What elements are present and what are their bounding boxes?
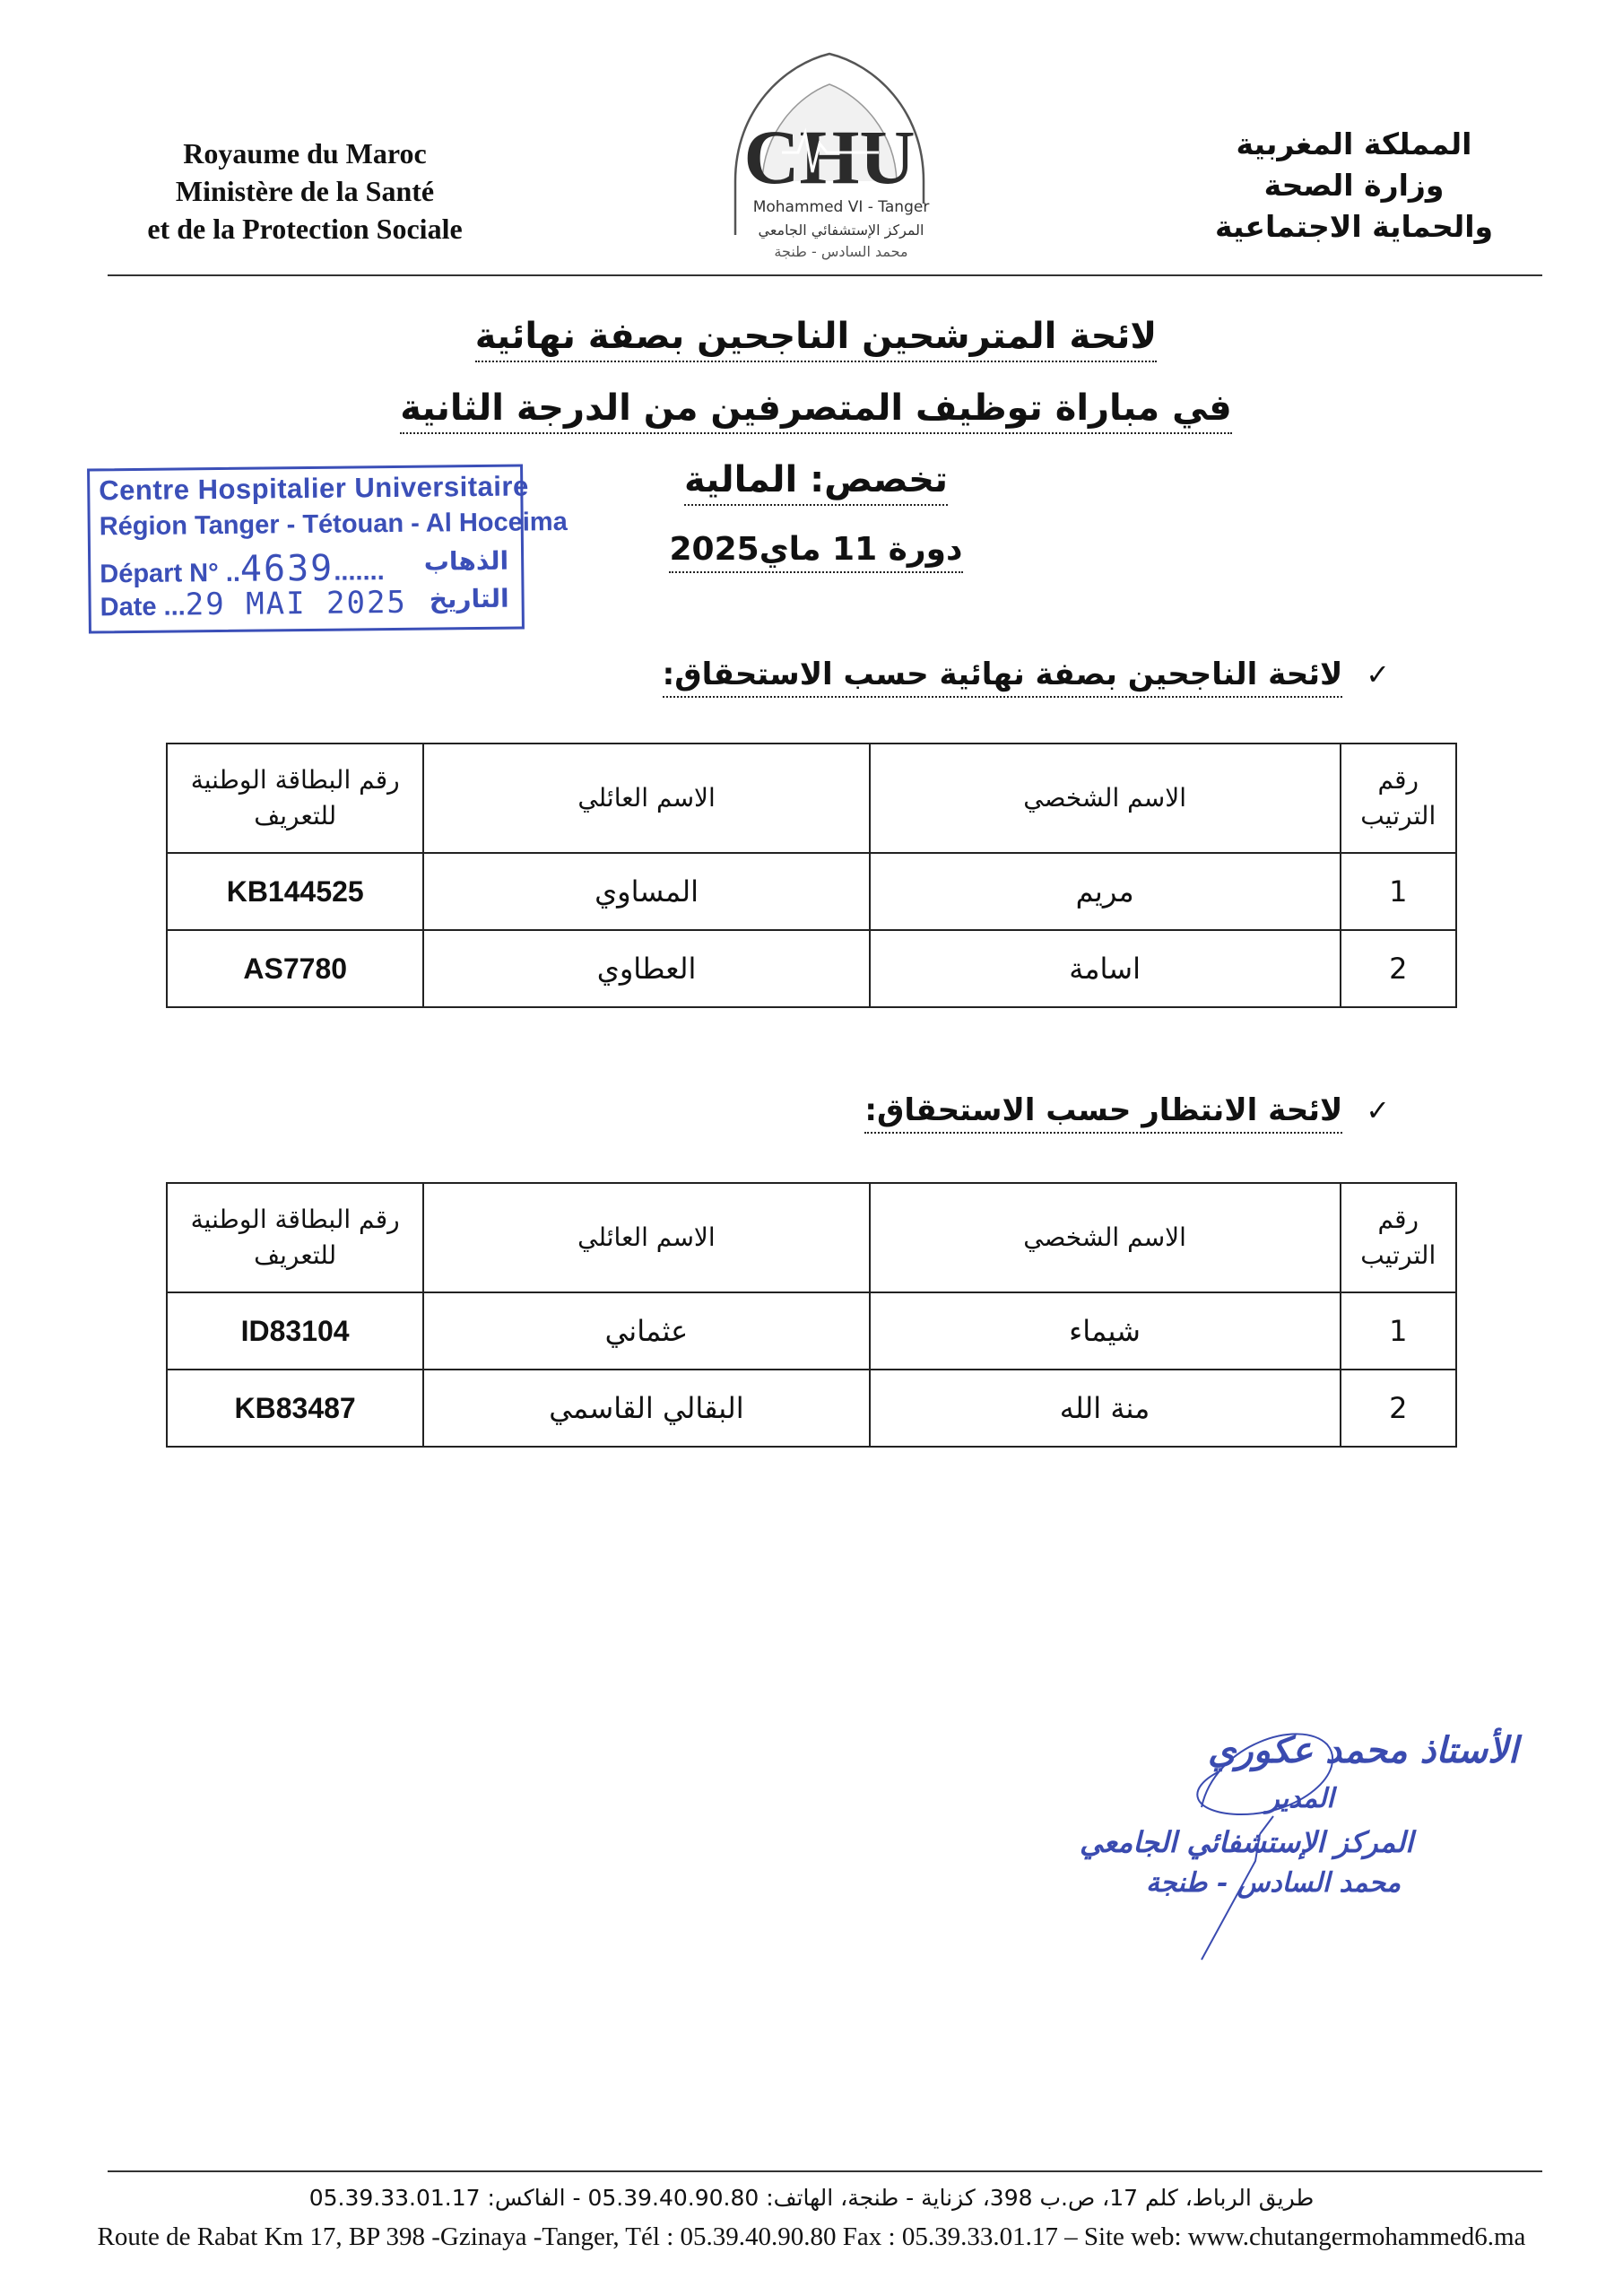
signature-name: الأستاذ محمد عكوري bbox=[1208, 1729, 1518, 1771]
table-header-row bbox=[167, 744, 1456, 853]
waiting-list-table bbox=[166, 1182, 1457, 1448]
stamp-depart-row: Départ N° ..4639....... الذهاب bbox=[100, 545, 509, 590]
section-final-list-heading bbox=[663, 657, 1390, 692]
section-waiting-list-heading bbox=[864, 1092, 1390, 1128]
header-fr-line-3: et de la Protection Sociale bbox=[147, 213, 463, 245]
header-fr-line-2: Ministère de la Santé bbox=[175, 175, 435, 207]
stamp-date-row: Date ...29 MAI 2025 التاريخ bbox=[100, 583, 509, 623]
col-rank: رقم الترتيب bbox=[1341, 1183, 1456, 1292]
section-final-list-title: لائحة الناجحين بصفة نهائية حسب الاستحقاق: bbox=[663, 657, 1343, 698]
stamp-date-value: 29 MAI 2025 bbox=[185, 584, 408, 623]
stamp-date-ar: التاريخ bbox=[429, 583, 509, 614]
stamp-date-label: Date bbox=[100, 592, 157, 622]
table-header-row bbox=[167, 1183, 1456, 1292]
signature-org-1: المركز الإستشفائي الجامعي bbox=[1080, 1825, 1413, 1859]
cell-rank: 2 bbox=[1341, 1370, 1456, 1447]
checkmark-icon: ✓ bbox=[1366, 1093, 1390, 1127]
logo-subtitle: Mohammed VI - Tanger bbox=[752, 198, 930, 216]
logo-ar-line-2: محمد السادس - طنجة bbox=[774, 243, 908, 260]
stamp-line-1: Centre Hospitalier Universitaire bbox=[99, 470, 529, 507]
col-national-id: رقم البطاقة الوطنية للتعريف bbox=[167, 744, 423, 853]
header-fr-line-1: Royaume du Maroc bbox=[183, 137, 427, 170]
signature-role: المدير bbox=[1266, 1783, 1334, 1814]
cell-last-name: عثماني bbox=[423, 1292, 869, 1370]
cell-first-name: مريم bbox=[870, 853, 1341, 930]
checkmark-icon: ✓ bbox=[1366, 657, 1390, 691]
footer-arabic-address: طريق الرباط، كلم 17، ص.ب 398، كزناية - طنجة، الهاتف: 05.39.40.90.80 - الفاكس: 05.39.33.01.17 bbox=[308, 2185, 1315, 2211]
cell-national-id: AS7780 bbox=[167, 930, 423, 1007]
header-ar-line-1: المملكة المغربية bbox=[1236, 126, 1472, 161]
director-signature bbox=[1004, 1709, 1518, 1969]
header-arabic bbox=[1211, 124, 1497, 248]
title-line-4: دورة 11 ماي2025 bbox=[386, 531, 1246, 568]
col-rank: رقم الترتيب bbox=[1341, 744, 1456, 853]
cell-rank: 1 bbox=[1341, 1292, 1456, 1370]
col-first-name: الاسم الشخصي bbox=[870, 744, 1341, 853]
table-row bbox=[167, 1292, 1456, 1370]
cell-first-name: شيماء bbox=[870, 1292, 1341, 1370]
cell-national-id: KB83487 bbox=[167, 1370, 423, 1447]
cell-last-name: البقالي القاسمي bbox=[423, 1370, 869, 1447]
cell-last-name: المساوي bbox=[423, 853, 869, 930]
header-french bbox=[108, 135, 502, 248]
table-row bbox=[167, 930, 1456, 1007]
cell-first-name: منة الله bbox=[870, 1370, 1341, 1447]
final-list-table bbox=[166, 743, 1457, 1008]
cell-national-id: KB144525 bbox=[167, 853, 423, 930]
stamp-depart-label: Départ N° bbox=[100, 559, 219, 589]
title-line-1: لائحة المترشحين الناجحين بصفة نهائية bbox=[386, 316, 1246, 357]
departure-stamp bbox=[87, 464, 568, 633]
logo-brand: CHU bbox=[743, 114, 916, 200]
title-line-2: في مباراة توظيف المتصرفين من الدرجة الثانية bbox=[386, 387, 1246, 429]
table-row bbox=[167, 853, 1456, 930]
header-ar-line-3: والحماية الاجتماعية bbox=[1214, 209, 1494, 244]
col-national-id: رقم البطاقة الوطنية للتعريف bbox=[167, 1183, 423, 1292]
cell-national-id: ID83104 bbox=[167, 1292, 423, 1370]
logo-ar-line-1: المركز الإستشفائي الجامعي bbox=[758, 222, 924, 239]
col-last-name: الاسم العائلي bbox=[423, 1183, 869, 1292]
cell-rank: 2 bbox=[1341, 930, 1456, 1007]
cell-last-name: العطاوي bbox=[423, 930, 869, 1007]
stamp-depart-number: 4639 bbox=[239, 547, 334, 590]
footer-french-address: Route de Rabat Km 17, BP 398 -Gzinaya -Tanger, Tél : 05.39.40.90.80 Fax : 05.39.33.01.17 – Site web: www.chutangermohammed6.ma bbox=[97, 2222, 1526, 2251]
section-waiting-list-title: لائحة الانتظار حسب الاستحقاق: bbox=[864, 1092, 1342, 1134]
col-first-name: الاسم الشخصي bbox=[870, 1183, 1341, 1292]
title-line-3: تخصص: المالية bbox=[386, 459, 1246, 500]
footer-divider bbox=[108, 2170, 1542, 2172]
col-last-name: الاسم العائلي bbox=[423, 744, 869, 853]
table-row bbox=[167, 1370, 1456, 1447]
stamp-depart-ar: الذهاب bbox=[423, 545, 509, 577]
header-ar-line-2: وزارة الصحة bbox=[1263, 168, 1445, 203]
cell-rank: 1 bbox=[1341, 853, 1456, 930]
chu-logo bbox=[699, 47, 959, 266]
signature-org-2: محمد السادس - طنجة bbox=[1145, 1867, 1402, 1899]
header-divider bbox=[108, 274, 1542, 276]
stamp-line-2: Région Tanger - Tétouan - Al Hoceima bbox=[99, 507, 568, 542]
cell-first-name: اسامة bbox=[870, 930, 1341, 1007]
